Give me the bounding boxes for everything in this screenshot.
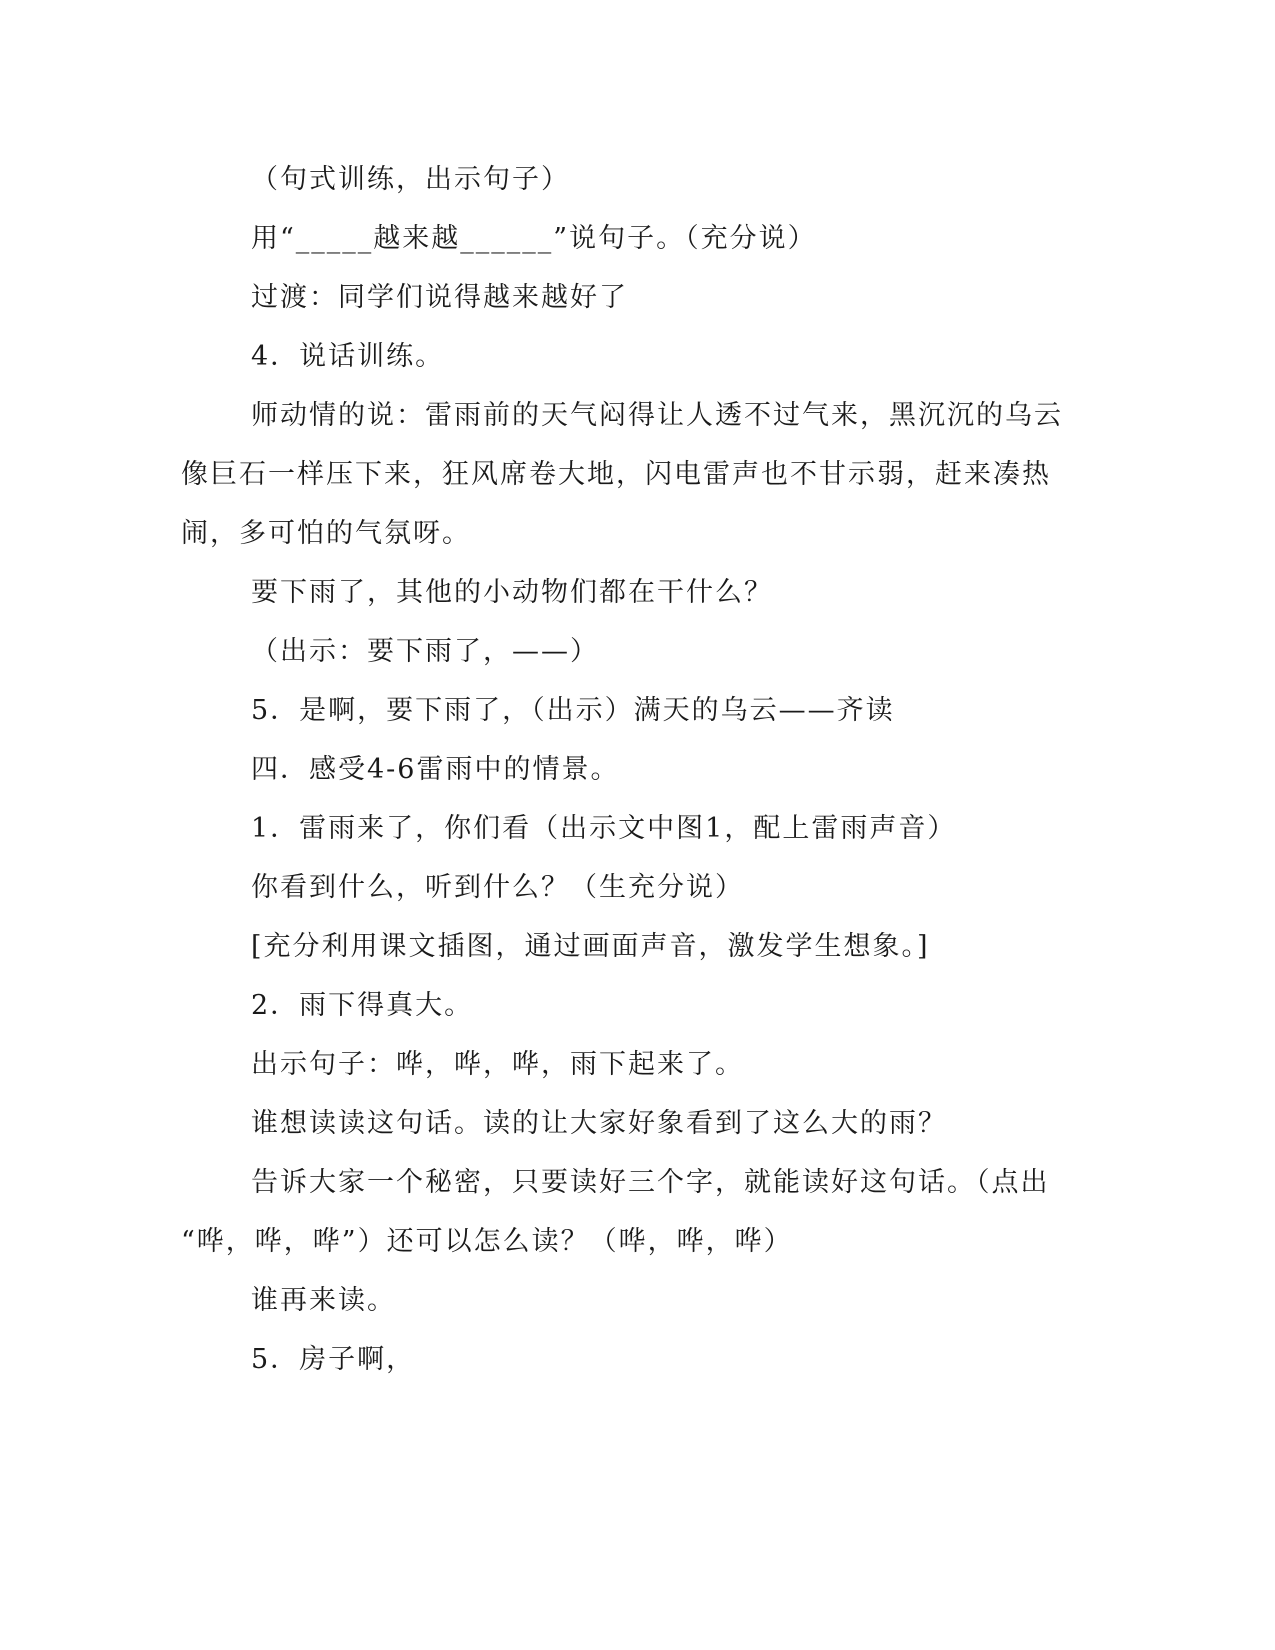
paragraph-line: 告诉大家一个秘密，只要读好三个字，就能读好这句话。（点出 [251,1167,1050,1198]
paragraph-line: （句式训练，出示句子） [251,164,570,195]
paragraph-line: [充分利用课文插图，通过画面声音，激发学生想象。] [251,931,930,962]
paragraph-line: 1．雷雨来了，你们看（出示文中图1，配上雷雨声音） [251,813,957,844]
paragraph-line: 像巨石一样压下来，狂风席卷大地，闪电雷声也不甘示弱，赶来凑热 [181,459,1051,490]
paragraph-line: 出示句子：哗，哗，哗，雨下起来了。 [251,1049,744,1080]
paragraph-line: “哗，哗，哗”）还可以怎么读？（哗，哗，哗） [181,1226,793,1257]
paragraph-line: 师动情的说：雷雨前的天气闷得让人透不过气来，黑沉沉的乌云 [251,400,1063,431]
paragraph-line: 5．是啊，要下雨了，（出示）满天的乌云——齐读 [251,695,895,726]
paragraph-line: 要下雨了，其他的小动物们都在干什么？ [251,577,773,608]
paragraph-line: 4．说话训练。 [251,341,445,372]
paragraph-line: 谁想读读这句话。读的让大家好象看到了这么大的雨？ [251,1108,947,1139]
paragraph-line: 用“_____越来越______”说句子。（充分说） [251,223,817,254]
paragraph-line: 过渡：同学们说得越来越好了 [251,282,628,313]
paragraph-line: （出示：要下雨了，——） [251,636,599,667]
paragraph-line: 5．房子啊， [251,1344,416,1375]
paragraph-line: 谁再来读。 [251,1285,396,1316]
paragraph-line: 你看到什么，听到什么？（生充分说） [251,872,744,903]
paragraph-line: 2．雨下得真大。 [251,990,474,1021]
paragraph-line: 闹，多可怕的气氛呀。 [181,518,471,549]
section-heading: 四．感受4-6雷雨中的情景。 [251,754,620,785]
